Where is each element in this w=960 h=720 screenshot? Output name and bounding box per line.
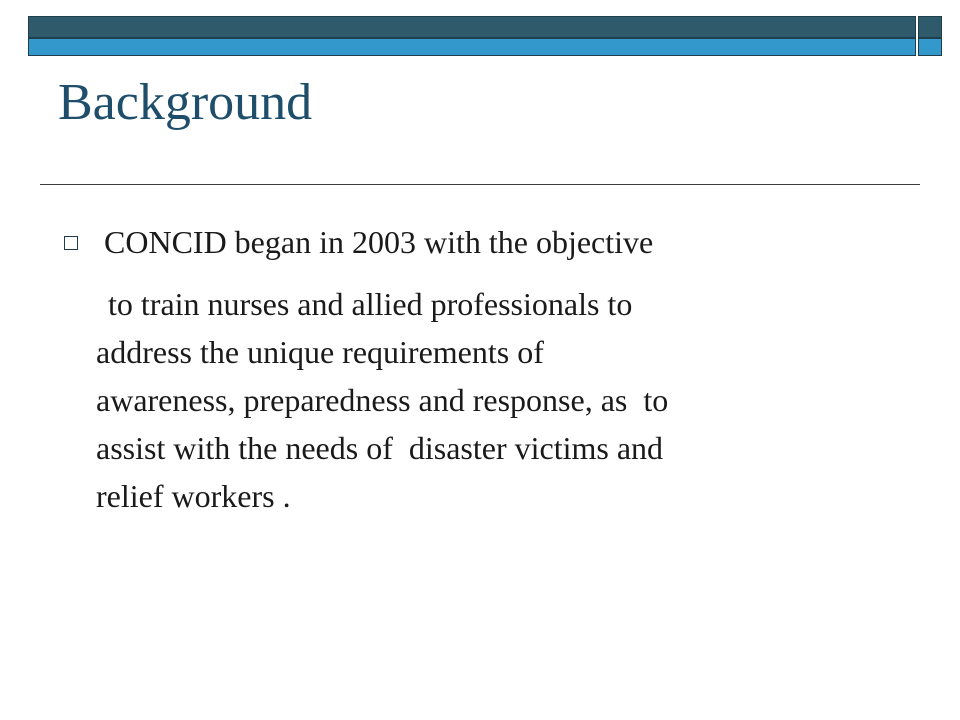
- title-divider: [40, 184, 920, 185]
- bullet-continuation: [96, 280, 904, 520]
- top-bar-dark-band: [28, 16, 916, 38]
- bullet-line-3: awareness, preparedness and response, as to: [96, 382, 669, 418]
- bullet-lead-text: CONCID began in 2003 with the objective: [104, 224, 654, 260]
- hollow-square-bullet-icon: [64, 236, 78, 250]
- bullet-line-4: assist with the needs of disaster victims and: [96, 430, 664, 466]
- corner-box-dark: [918, 16, 942, 38]
- top-bar-light-band: [28, 38, 916, 56]
- bullet-line-5: relief workers .: [96, 478, 291, 514]
- corner-box-light: [918, 38, 942, 56]
- top-decorative-bar: [28, 16, 916, 56]
- slide-title: Background: [58, 74, 313, 131]
- bullet-line-2: address the unique requirements of: [96, 334, 544, 370]
- top-corner-box: [918, 16, 942, 56]
- bullet-line-1: to train nurses and allied professionals to: [108, 286, 633, 322]
